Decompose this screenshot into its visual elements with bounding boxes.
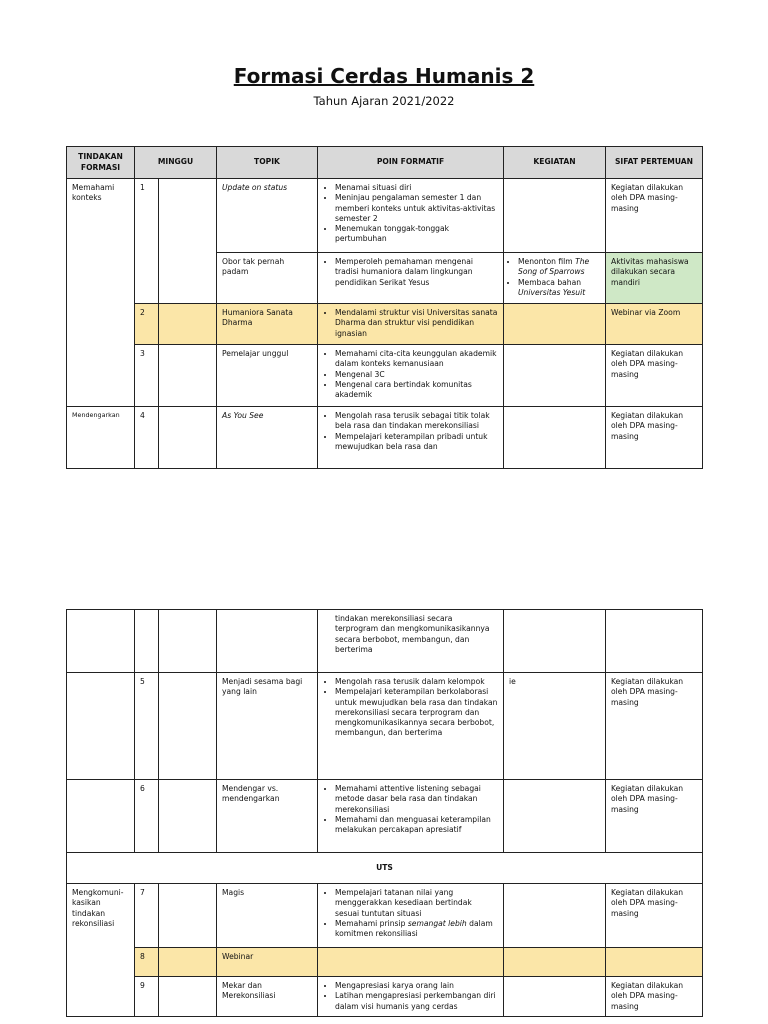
minggu-cell: 4: [135, 407, 159, 469]
topik-cell: Menjadi sesama bagi yang lain: [217, 673, 318, 780]
poin-item: • Menamai situasi diri: [335, 183, 498, 193]
uts-row: [67, 853, 703, 884]
kegiatan-cell: [504, 780, 606, 853]
poin-cell: [318, 345, 504, 407]
sifat-cell: [606, 948, 703, 977]
col-header-sifat: SIFAT PERTEMUAN: [606, 147, 703, 179]
tindakan-cell: [67, 673, 135, 780]
table-row-highlighted: [67, 948, 703, 977]
poin-item: • Mendalami struktur visi Universitas sanata Dharma dan struktur visi pendidikan ignasian: [335, 308, 498, 339]
minggu-blank-cell: [159, 948, 217, 977]
table-row-highlighted: [67, 304, 703, 345]
poin-item: • Mengenal 3C: [335, 370, 498, 380]
col-header-topik: TOPIK: [217, 147, 318, 179]
minggu-blank-cell: [159, 179, 217, 304]
sifat-cell: Kegiatan dilakukan oleh DPA masing-masing: [606, 407, 703, 469]
minggu-blank-cell: [159, 407, 217, 469]
kegiatan-cell: [504, 345, 606, 407]
document-subtitle: Tahun Ajaran 2021/2022: [313, 94, 455, 108]
sifat-cell: Kegiatan dilakukan oleh DPA masing-masing: [606, 884, 703, 948]
col-header-minggu: MINGGU: [135, 147, 217, 179]
poin-emphasis: semangat lebih: [407, 918, 467, 928]
tindakan-cell: [67, 780, 135, 853]
tindakan-cell: Memahami konteks: [67, 179, 135, 407]
col-header-kegiatan: KEGIATAN: [504, 147, 606, 179]
table-row: [67, 345, 703, 407]
kegiatan-cell: [504, 884, 606, 948]
poin-item: • Mengolah rasa terusik sebagai titik tolak bela rasa dan tindakan merekonsiliasi: [335, 411, 498, 432]
tindakan-cell: [67, 610, 135, 673]
poin-cell: [318, 304, 504, 345]
kegiatan-cell: [504, 948, 606, 977]
poin-cell: [318, 610, 504, 673]
sifat-cell: Kegiatan dilakukan oleh DPA masing-masing: [606, 345, 703, 407]
col-header-tindakan: TINDAKAN FORMASI: [67, 147, 135, 179]
poin-cell: [318, 884, 504, 948]
kegiatan-text: Membaca bahan: [518, 277, 582, 287]
schedule-table-page-2: [66, 609, 703, 1017]
poin-item: • Mempelajari keterampilan pribadi untuk mewujudkan bela rasa dan: [335, 432, 498, 453]
poin-cell: [318, 673, 504, 780]
topik-cell: As You See: [217, 407, 318, 469]
poin-item: • Mempelajari tatanan nilai yang menggerakkan kesediaan bertindak sesuai tuntutan situasi: [335, 888, 498, 919]
minggu-cell: 1: [135, 179, 159, 304]
table-row: [67, 179, 703, 253]
sifat-cell: Aktivitas mahasiswa dilakukan secara mandiri: [606, 253, 703, 304]
document-title: Formasi Cerdas Humanis 2: [233, 64, 535, 88]
minggu-blank-cell: [159, 345, 217, 407]
topik-cell: Obor tak pernah padam: [217, 253, 318, 304]
topik-cell: Mendengar vs. mendengarkan: [217, 780, 318, 853]
kegiatan-cell: [504, 407, 606, 469]
col-header-poin: POIN FORMATIF: [318, 147, 504, 179]
topik-cell: Pemelajar unggul: [217, 345, 318, 407]
poin-item: • Latihan mengapresiasi perkembangan diri dalam visi humanis yang cerdas: [335, 991, 498, 1012]
minggu-blank-cell: [159, 884, 217, 948]
minggu-blank-cell: [159, 977, 217, 1017]
minggu-cell: 9: [135, 977, 159, 1017]
kegiatan-cell: [504, 610, 606, 673]
minggu-cell: 8: [135, 948, 159, 977]
minggu-cell: 6: [135, 780, 159, 853]
schedule-table-page-1: [66, 146, 703, 469]
reading-title: Universitas Yesuit: [518, 287, 586, 297]
poin-cell: [318, 179, 504, 253]
minggu-blank-cell: [159, 304, 217, 345]
table-row: [67, 977, 703, 1017]
sifat-cell: Webinar via Zoom: [606, 304, 703, 345]
sifat-cell: [606, 610, 703, 673]
kegiatan-cell: ie: [504, 673, 606, 780]
minggu-blank-cell: [159, 610, 217, 673]
minggu-blank-cell: [159, 780, 217, 853]
poin-cell: [318, 407, 504, 469]
kegiatan-cell: [504, 253, 606, 304]
table-row: [67, 884, 703, 948]
minggu-cell: 7: [135, 884, 159, 948]
kegiatan-cell: [504, 304, 606, 345]
minggu-cell: 2: [135, 304, 159, 345]
poin-item: • Menemukan tonggak-tonggak pertumbuhan: [335, 224, 498, 245]
table-row: [67, 780, 703, 853]
table-header-row: [67, 147, 703, 179]
kegiatan-cell: [504, 179, 606, 253]
poin-item: [335, 919, 498, 940]
kegiatan-item: [518, 257, 600, 278]
table-row: [67, 673, 703, 780]
poin-cell: [318, 253, 504, 304]
poin-item: • Mengolah rasa terusik dalam kelompok: [335, 677, 498, 687]
table-row: [67, 407, 703, 469]
poin-item: • Mempelajari keterampilan berkolaborasi untuk mewujudkan bela rasa dan tindakan merekonsiliasi secara terprogram dan mengkomunikasikannya secara berbobot, membangun, dan berterima: [335, 687, 498, 738]
topik-cell: Humaniora Sanata Dharma: [217, 304, 318, 345]
topik-cell: Magis: [217, 884, 318, 948]
kegiatan-text: Menonton film: [518, 257, 576, 266]
topik-cell: Webinar: [217, 948, 318, 977]
sifat-cell: Kegiatan dilakukan oleh DPA masing-masing: [606, 179, 703, 253]
poin-cell: [318, 977, 504, 1017]
table-row-continued: [67, 610, 703, 673]
uts-label: UTS: [67, 853, 703, 884]
tindakan-cell: Mendengarkan: [67, 407, 135, 469]
poin-item: • Meninjau pengalaman semester 1 dan memberi konteks untuk aktivitas-aktivitas semester 2: [335, 193, 498, 224]
poin-item: • Mengapresiasi karya orang lain: [335, 981, 498, 991]
minggu-blank-cell: [159, 673, 217, 780]
minggu-cell: [135, 610, 159, 673]
poin-item: • Memahami dan menguasai keterampilan melakukan percakapan apresiatif: [335, 815, 498, 836]
sifat-cell: Kegiatan dilakukan oleh DPA masing-masing: [606, 780, 703, 853]
poin-cell: [318, 780, 504, 853]
sifat-cell: Kegiatan dilakukan oleh DPA masing-masing: [606, 673, 703, 780]
minggu-cell: 3: [135, 345, 159, 407]
kegiatan-cell: [504, 977, 606, 1017]
poin-item: • Memperoleh pemahaman mengenai tradisi humaniora dalam lingkungan pendidikan Serikat Yesus: [335, 257, 498, 288]
poin-item: • Memahami attentive listening sebagai metode dasar bela rasa dan tindakan merekonsiliasi: [335, 784, 498, 815]
poin-item: • Mengenal cara bertindak komunitas akademik: [335, 380, 498, 401]
poin-cell: [318, 948, 504, 977]
sifat-cell: Kegiatan dilakukan oleh DPA masing-masing: [606, 977, 703, 1017]
topik-cell: [217, 610, 318, 673]
minggu-cell: 5: [135, 673, 159, 780]
topik-cell: Mekar dan Merekonsiliasi: [217, 977, 318, 1017]
poin-continued-text: tindakan merekonsiliasi secara terprogram dan mengkomunikasikannya secara berbobot, membangun, dan berterima: [335, 614, 490, 654]
poin-text: dalam komitmen rekonsiliasi: [335, 918, 493, 938]
tindakan-cell: Mengkomuni-kasikan tindakan rekonsiliasi: [67, 884, 135, 1017]
topik-cell: Update on status: [217, 179, 318, 253]
poin-item: • Memahami cita-cita keunggulan akademik dalam konteks kemanusiaan: [335, 349, 498, 370]
film-title: The Song of Sparrows: [518, 257, 590, 277]
poin-text: Memahami prinsip: [335, 918, 408, 928]
kegiatan-item: [518, 278, 600, 299]
